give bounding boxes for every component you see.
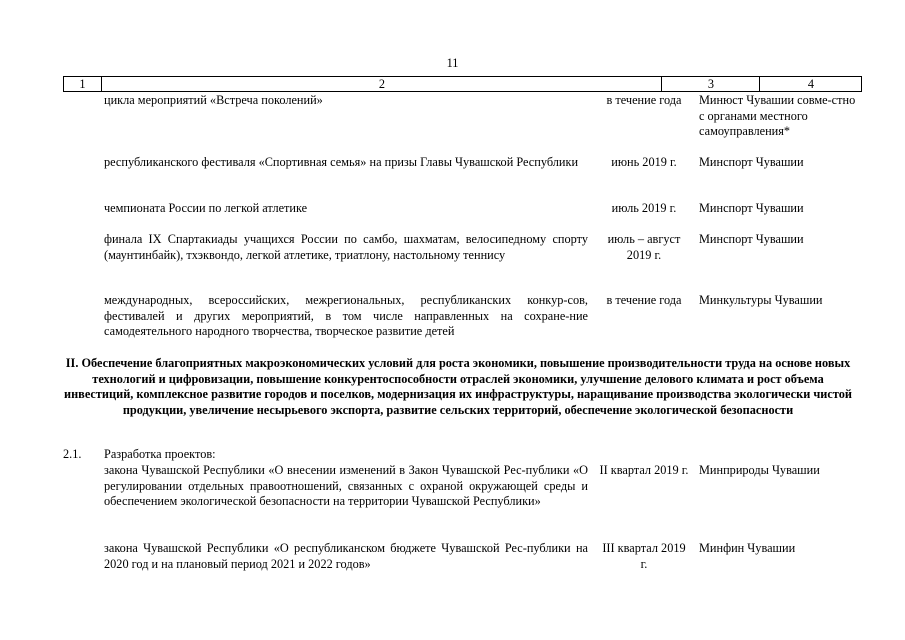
row-text: финала IX Спартакиады учащихся России по самбо, шахматам, велосипедному спорту (маунтинбайк), тхэквондо, легкой атлетике, триатлону, настольному теннису — [104, 232, 588, 262]
row-responsible: Минприроды Чувашии — [699, 463, 820, 477]
item-heading: Разработка проектов: — [104, 447, 216, 461]
row-date: июль 2019 г. — [611, 201, 677, 215]
row-date: II квартал 2019 г. — [599, 463, 689, 477]
header-col-2: 2 — [101, 77, 662, 91]
row-date: в течение года — [606, 93, 682, 107]
row-date: июнь 2019 г. — [611, 155, 677, 169]
row-text: закона Чувашской Республики «О республиканском бюджете Чувашской Рес-публики на 2020 год и на плановый период 2021 и 2022 годов» — [104, 541, 588, 571]
row-responsible: Минспорт Чувашии — [699, 201, 804, 215]
item-number: 2.1. — [63, 447, 82, 461]
row-responsible: Минкультуры Чувашии — [699, 293, 823, 307]
row-responsible: Минспорт Чувашии — [699, 232, 804, 246]
row-responsible: Минспорт Чувашии — [699, 155, 804, 169]
header-col-3: 3 — [661, 77, 760, 91]
page-number: 11 — [446, 56, 459, 70]
row-date: в течение года — [606, 293, 682, 307]
section-title: II. Обеспечение благоприятных макроэкономических условий для роста экономики, повышение производительности труда на основе новых технологий и цифровизации, повышение конкурентоспособности отраслей экономики, улучшение делового климата и рост объема инвестиций, комплексное развитие городов и поселков, модернизация их инфраструктуры, наращивание производства экологически чистой продукции, увеличение несырьевого экспорта, развитие сельских территорий, обеспечение экологической безопасности — [64, 356, 852, 417]
row-text: цикла мероприятий «Встреча поколений» — [104, 93, 323, 107]
row-responsible: Минфин Чувашии — [699, 541, 796, 555]
row-date: июль – август 2019 г. — [607, 232, 681, 262]
row-date: III квартал 2019 г. — [602, 541, 686, 571]
header-col-1: 1 — [79, 77, 86, 91]
row-text: международных, всероссийских, межрегиональных, республиканских конкур-сов, фестивалей и других мероприятий, в том числе направленных на сохране-ние самодеятельного народного творчества, творческое развитие детей — [104, 293, 588, 338]
table-header-row — [63, 76, 862, 92]
row-responsible: Минюст Чувашии совме-стно с органами местного самоуправления* — [699, 93, 856, 138]
row-text: республиканского фестиваля «Спортивная семья» на призы Главы Чувашской Республики — [104, 155, 579, 169]
row-text: чемпионата России по легкой атлетике — [104, 201, 308, 215]
header-col-4: 4 — [759, 77, 862, 91]
row-text: закона Чувашской Республики «О внесении изменений в Закон Чувашской Рес-публики «О регулировании отдельных правоотношений, связанных с охраной окружающей среды и обеспечением экологической безопасности на территории Чувашской Республики» — [104, 463, 588, 508]
